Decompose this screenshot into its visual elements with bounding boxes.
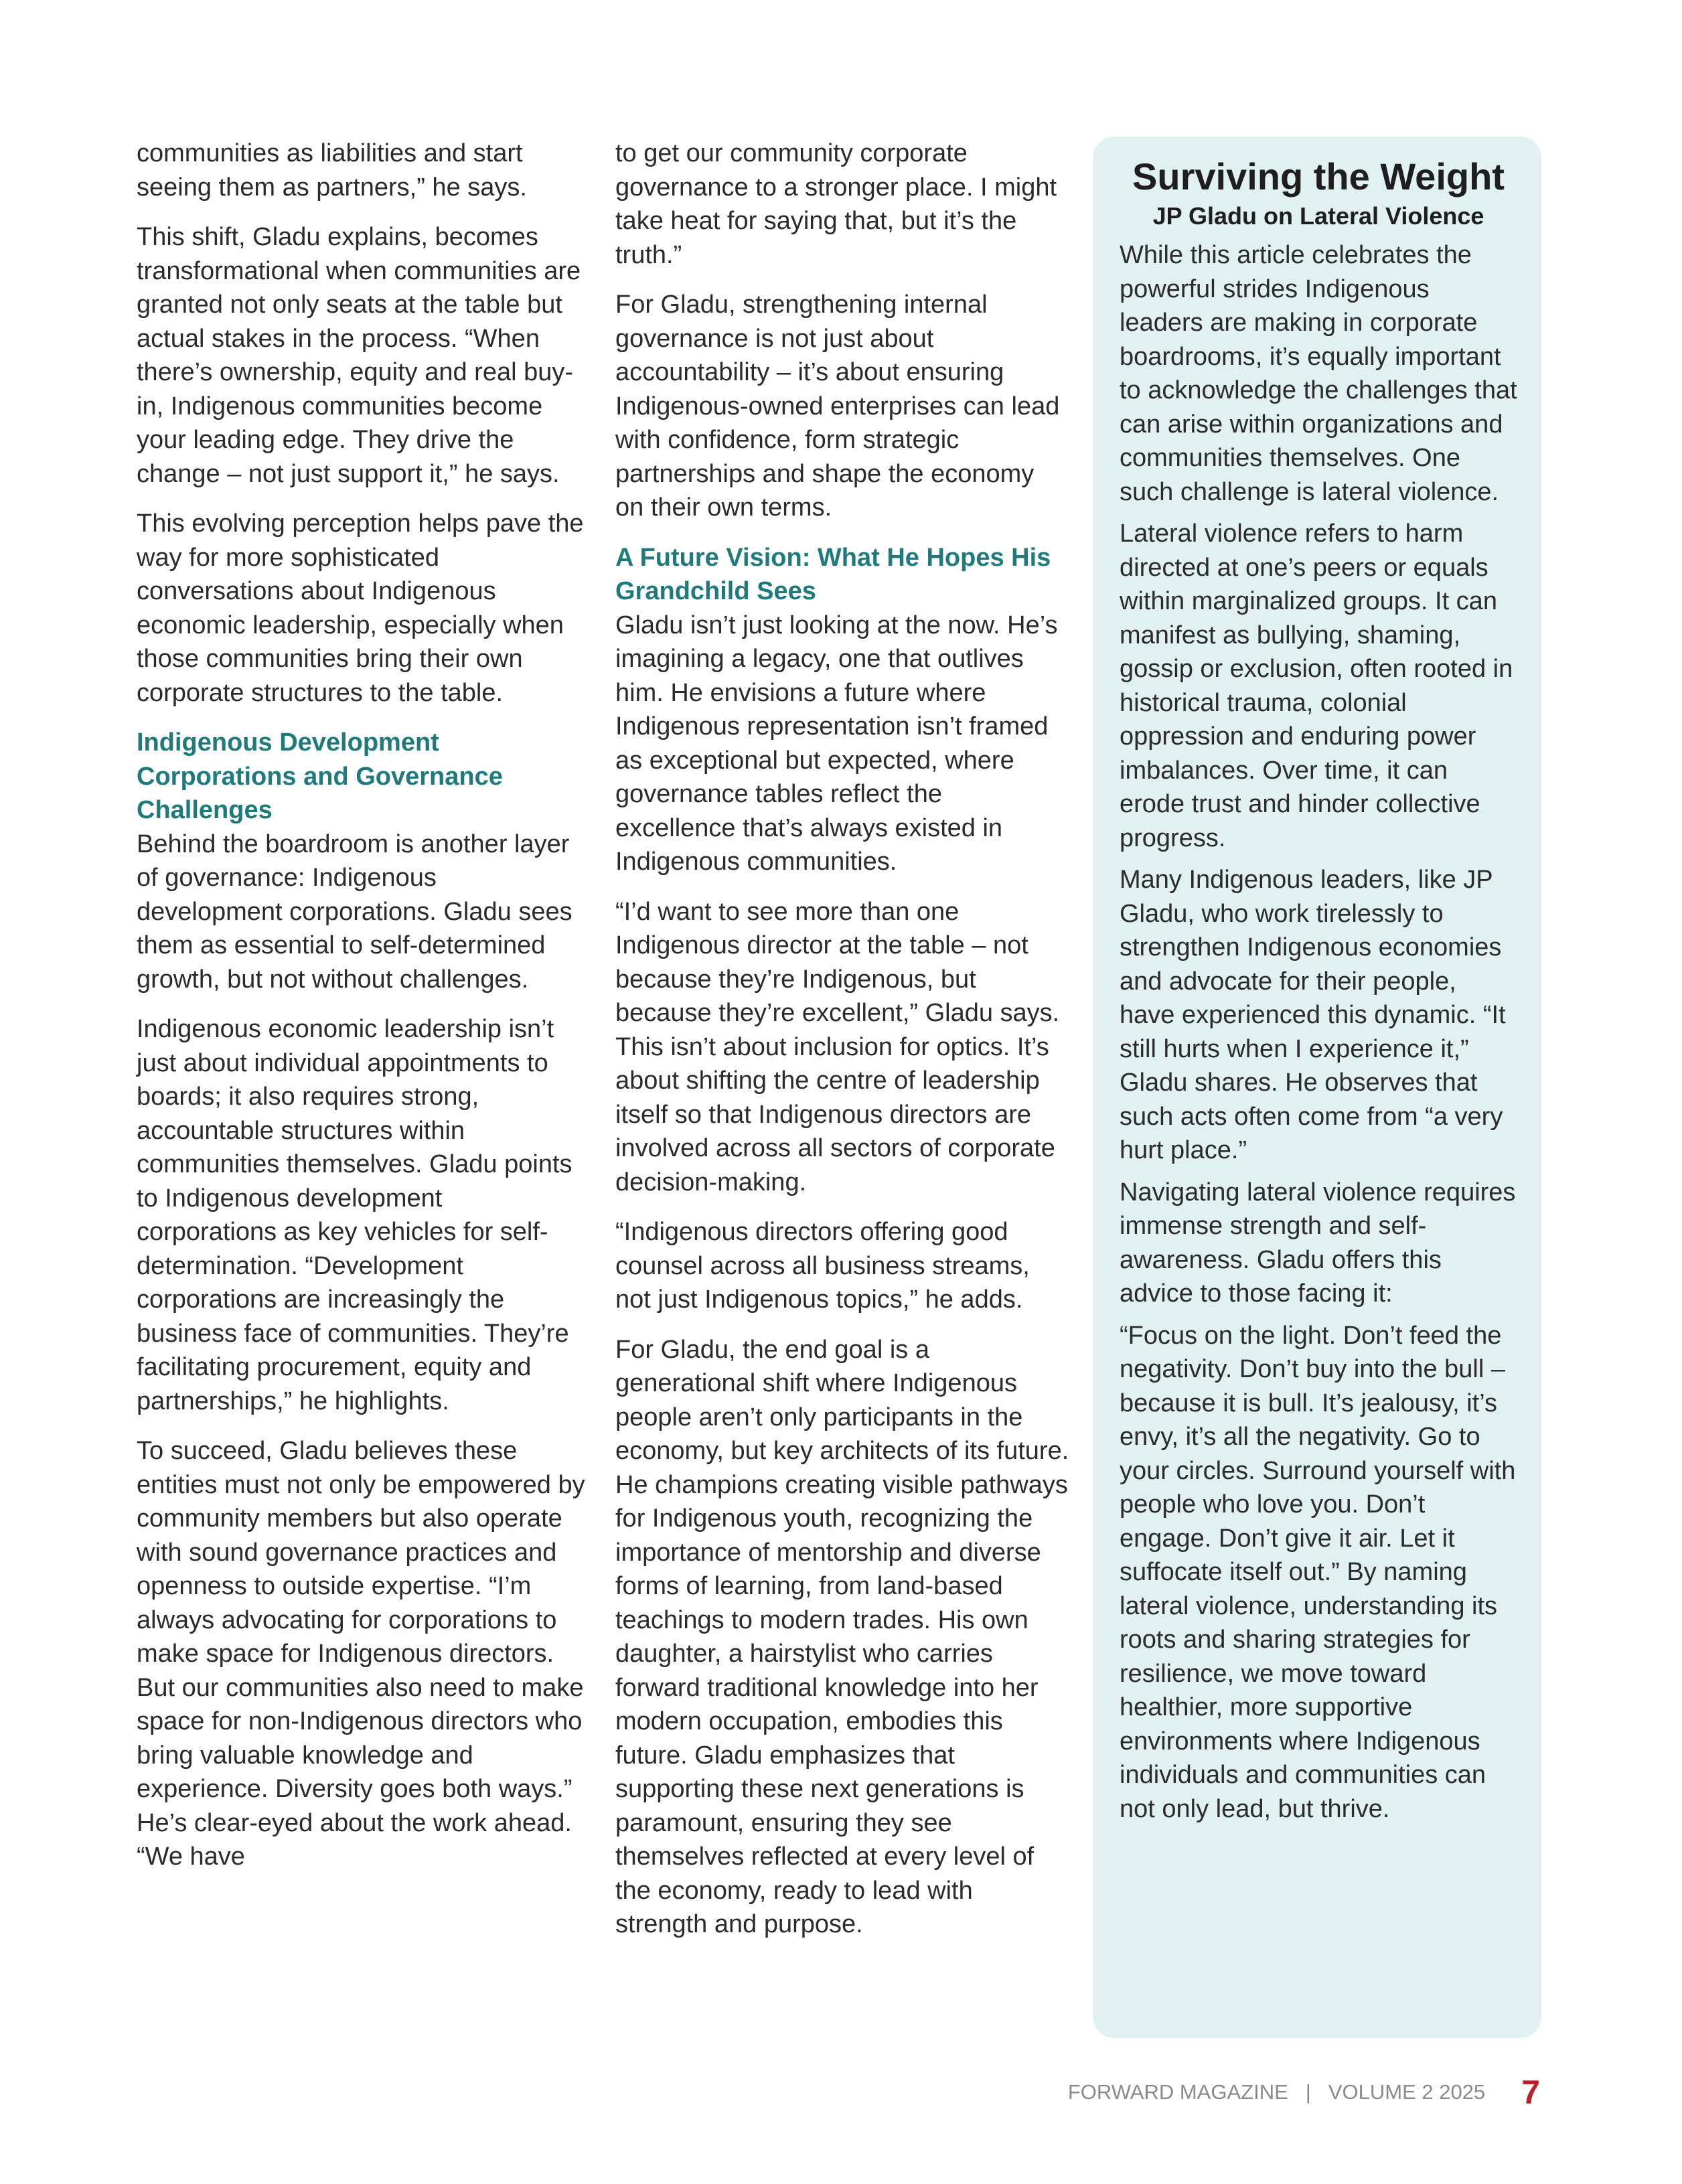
paragraph: Lateral violence refers to harm directed at one’s peers or equals within marginalized groups. It can manifest as bullying, shaming, gossip or exclusion, often rooted in historical trauma, colonial oppression and enduring power imbalances. Over time, it can erode trust and hinder collective progress. <box>1120 520 1513 852</box>
paragraph: To succeed, Gladu believes these entities must not only be empowered by community members but also operate with sound governance practices and openness to outside expertise. “I’m always advocating for corporations to make space for Indigenous directors. But our communities also need to make space for non-Indigenous directors who bring valuable knowledge and experience. Diversity goes both ways.” He’s clear-eyed about the work ahead. “We have <box>137 1437 585 1871</box>
paragraph: “Indigenous directors offering good counsel across all business streams, not just Indigenous topics,” he adds. <box>615 1218 1030 1314</box>
footer-separator: | <box>1305 2080 1311 2104</box>
sidebar-box <box>1093 137 1541 2038</box>
sidebar-title: Surviving the Weight <box>1132 155 1505 198</box>
page-footer <box>1068 2074 1540 2109</box>
paragraph: This evolving perception helps pave the way for more sophisticated conversations about Indigenous economic leadership, especially when those communities bring their own corporate structures to the table. <box>137 510 584 707</box>
article-column-2 <box>615 137 1069 1958</box>
volume-label: VOLUME 2 2025 <box>1328 2080 1486 2104</box>
paragraph: While this article celebrates the powerful strides Indigenous leaders are making in corporate boardrooms, it’s equally important to acknowledge the challenges that can arise within organizations and communities themselves. One such challenge is lateral violence. <box>1120 241 1517 506</box>
magazine-name: FORWARD MAGAZINE <box>1067 2080 1288 2104</box>
paragraph: to get our community corporate governance to a stronger place. I might take heat for saying that, but it’s the truth.” <box>615 139 1057 269</box>
section-heading-future-vision: A Future Vision: What He Hopes His Grandchild Sees <box>615 543 1051 605</box>
article-column-1 <box>137 137 585 1890</box>
paragraph: Navigating lateral violence requires immense strength and self-awareness. Gladu offers this advice to those facing it: <box>1120 1178 1516 1308</box>
paragraph: Many Indigenous leaders, like JP Gladu, who work tirelessly to strengthen Indigenous economies and advocate for their people, have experienced this dynamic. “It still hurts when I experience it,” Gladu shares. He observes that such acts often come from “a very hurt place.” <box>1120 866 1506 1164</box>
paragraph: This shift, Gladu explains, becomes transformational when communities are granted not only seats at the table but actual stakes in the process. “When there’s ownership, equity and real buy-in, Indigenous communities become your leading edge. They drive the change – not just support it,” he says. <box>137 223 581 488</box>
section-heading-development-corporations: Indigenous Development Corporations and Governance Challenges <box>137 728 503 824</box>
paragraph: Indigenous economic leadership isn’t just about individual appointments to boards; it also requires strong, accountable structures within communities themselves. Gladu points to Indigenous development corporations as key vehicles for self-determination. “Development corporations are increasingly the business face of communities. They’re facilitating procurement, equity and partnerships,” he highlights. <box>137 1015 572 1415</box>
paragraph: Gladu isn’t just looking at the now. He’s imagining a legacy, one that outlives him. He envisions a future where Indigenous representation isn’t framed as exceptional but expected, where governance tables reflect the excellence that’s always existed in Indigenous communities. <box>615 611 1058 876</box>
paragraph: For Gladu, the end goal is a generational shift where Indigenous people aren’t only participants in the economy, but key architects of its future. He champions creating visible pathways for Indigenous youth, recognizing the importance of mentorship and diverse forms of learning, from land-based teachings to modern trades. His own daughter, a hairstylist who carries forward traditional knowledge into her modern occupation, embodies this future. Gladu emphasizes that supporting these next generations is paramount, ensuring they see themselves reflected at every level of the economy, ready to lead with strength and purpose. <box>615 1335 1069 1938</box>
page-number: 7 <box>1521 2073 1540 2111</box>
sidebar-subtitle: JP Gladu on Lateral Violence <box>1152 202 1484 230</box>
paragraph: Behind the boardroom is another layer of governance: Indigenous development corporations. Gladu sees them as essential to self-determined growth, but not without challenges. <box>137 830 572 994</box>
paragraph: communities as liabilities and start seeing them as partners,” he says. <box>137 139 527 202</box>
paragraph: For Gladu, strengthening internal governance is not just about accountability – it’s about ensuring Indigenous-owned enterprises can lead with confidence, form strategic partnerships and shape the economy on their own terms. <box>615 291 1060 522</box>
sidebar-body <box>1120 238 1517 1826</box>
paragraph: “Focus on the light. Don’t feed the negativity. Don’t buy into the bull – because it is bull. It’s jealousy, it’s envy, it’s all the negativity. Go to your circles. Surround yourself with people who love you. Don’t engage. Don’t give it air. Let it suffocate itself out.” By naming lateral violence, understanding its roots and sharing strategies for resilience, we move toward healthier, more supportive environments where Indigenous individuals and communities can not only lead, but thrive. <box>1120 1321 1516 1823</box>
paragraph: “I’d want to see more than one Indigenous director at the table – not because they’re Indigenous, but because they’re excellent,” Gladu says. This isn’t about inclusion for optics. It’s about shifting the centre of leadership itself so that Indigenous directors are involved across all sectors of corporate decision-making. <box>615 897 1060 1196</box>
